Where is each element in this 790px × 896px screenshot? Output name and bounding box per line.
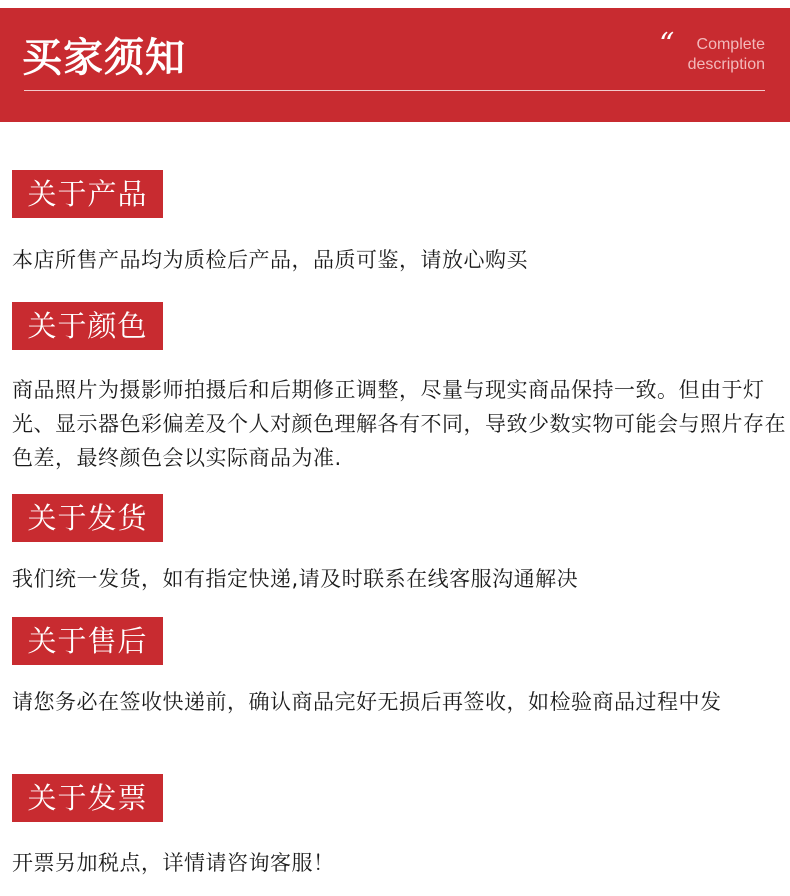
header-subtitle-line1: Complete	[696, 36, 765, 53]
section-title-aftersales: 关于售后	[12, 617, 163, 665]
section-title-shipping: 关于发货	[12, 494, 163, 542]
section-body-invoice: 开票另加税点，详情请咨询客服！	[12, 851, 335, 875]
section-body-color: 商品照片为摄影师拍摄后和后期修正调整，尽量与现实商品保持一致。但由于灯光、显示器色彩偏差及个人对颜色理解各有不同，导致少数实物可能会与照片存在色差，最终颜色会以实际商品为准.	[12, 378, 786, 470]
header-banner	[0, 8, 790, 122]
section-title-color: 关于颜色	[12, 302, 163, 350]
section-body-product: 本店所售产品均为质检后产品，品质可鉴，请放心购买	[12, 248, 528, 272]
section-title-product: 关于产品	[12, 170, 163, 218]
section-body-shipping: 我们统一发货，如有指定快递,请及时联系在线客服沟通解决	[12, 567, 579, 591]
header-subtitle	[625, 35, 765, 75]
section-title-invoice: 关于发票	[12, 774, 163, 822]
section-body-aftersales: 请您务必在签收快递前，确认商品完好无损后再签收，如检验商品过程中发	[12, 690, 722, 714]
page-title: 买家须知	[22, 35, 186, 81]
header-divider	[24, 90, 765, 91]
header-subtitle-line2: description	[687, 56, 765, 73]
quote-mark-icon: “	[659, 27, 675, 62]
